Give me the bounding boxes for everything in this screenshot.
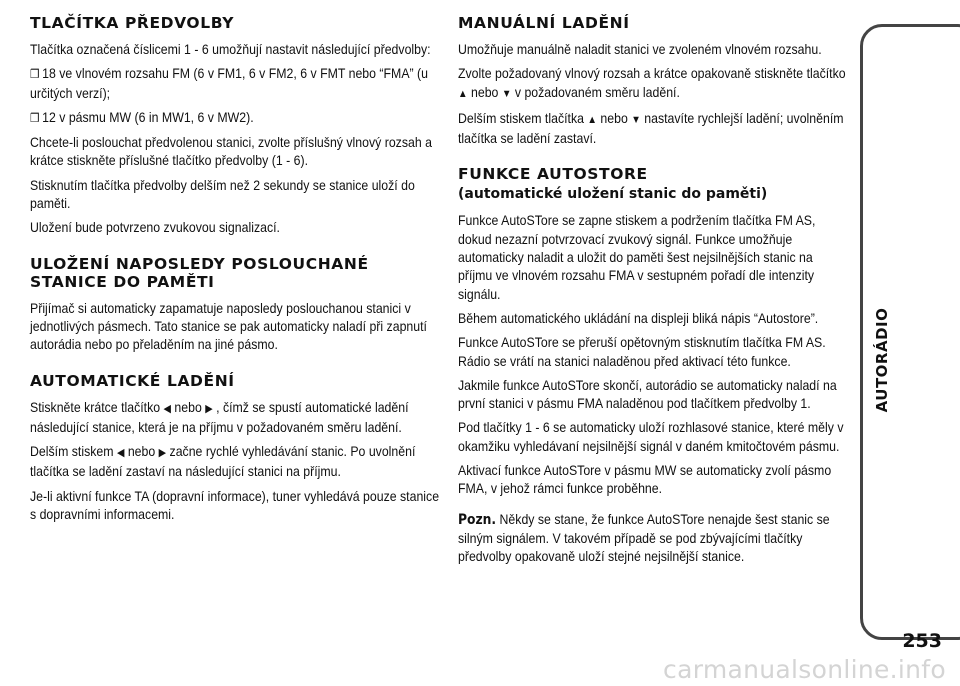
paragraph: Přijímač si automaticky zapamatuje naposledy poslouchanou stanici v jednotlivých pásmech. Tato stanice se pak automaticky naladí při zapnutí autorádia nebo po přeladěním na jiné pásmo. xyxy=(30,299,427,353)
triangle-down-icon: ▼ xyxy=(501,87,512,100)
paragraph: Aktivací funkce AutoSTore v pásmu MW se automaticky zvolí pásmo FMA, v jehož rámci funkce proběhne. xyxy=(458,462,832,497)
paragraph: Je-li aktivní funkce TA (dopravní informace), tuner vyhledává pouze stanice s dopravními informacemi. xyxy=(30,487,440,523)
bullet-item: ❒ 12 v pásmu MW (6 in MW1, 6 v MW2). xyxy=(30,108,254,125)
paragraph: Funkce AutoSTore se zapne stiskem a podržením tlačítka FM AS, dokud nezazní potvrzovací zvukový signál. Funkce umožňuje automaticky naladit a uložit do paměti šest nejsilnějších stanic na příjmu ve vlnovém rozsahu FMA v sestupném pořadí dle intenzity signálu. xyxy=(458,212,816,302)
paragraph: Tlačítka označená číslicemi 1 - 6 umožňují nastavit následující předvolby: xyxy=(30,41,431,57)
paragraph: Delším stiskem ◀ nebo ▶ začne rychlé vyhledávání stanic. Po uvolnění tlačítka se ladění zastaví na následující stanici na příjmu. xyxy=(30,443,416,480)
section-title-preset-buttons: TLAČÍTKA PŘEDVOLBY xyxy=(30,14,235,32)
paragraph: Chcete-li poslouchat předvolenou stanici, zvolte příslušný vlnový rozsah a krátce stiskněte příslušné tlačítko předvolby (1 - 6). xyxy=(30,134,432,169)
triangle-right-icon: ▶ xyxy=(205,402,213,415)
paragraph: Stiskněte krátce tlačítko ◀ nebo ▶ , čímž se spustí automatické ladění následující stanice, která je na příjmu v požadovaném směru ladění. xyxy=(30,398,409,435)
watermark: carmanualsonline.info xyxy=(663,655,946,684)
paragraph: Jakmile funkce AutoSTore skončí, autorádio se automaticky naladí na první stanici v pásmu FMA naladěnou pod tlačítkem předvolby 1. xyxy=(458,376,837,412)
right-column xyxy=(458,14,850,572)
left-column xyxy=(30,14,442,529)
triangle-left-icon: ◀ xyxy=(163,402,171,415)
section-tab-label: AUTORÁDIO xyxy=(873,307,891,413)
note-label: Pozn. xyxy=(458,511,497,528)
triangle-up-icon: ▲ xyxy=(458,87,468,100)
page-number: 253 xyxy=(902,630,942,652)
section-subtitle-autostore: (automatické uložení stanic do paměti) xyxy=(458,186,768,203)
paragraph: Uložení bude potvrzeno zvukovou signalizací. xyxy=(30,219,280,236)
section-title-last-station: ULOŽENÍ NAPOSLEDY POSLOUCHANÉ STANICE DO PAMĚTI xyxy=(30,254,369,291)
triangle-down-icon: ▼ xyxy=(631,113,641,126)
bullet-item: ❒ 18 ve vlnovém rozsahu FM (6 v FM1, 6 v FM2, 6 v FMT nebo “FMA” (u určitých verzí); xyxy=(30,65,429,101)
note-paragraph: Pozn. Někdy se stane, že funkce AutoSTore nenajde šest stanic se silným signálem. V takovém případě se pod zbývajícími tlačítky předvolby opakovaně uloží stejné nejsilnější stanice. xyxy=(458,510,830,565)
paragraph: Delším stiskem tlačítka ▲ nebo ▼ nastavíte rychlejší ladění; uvolněním tlačítka se ladění zastaví. xyxy=(458,109,844,147)
triangle-right-icon: ▶ xyxy=(158,447,167,460)
paragraph: Umožňuje manuálně naladit stanici ve zvoleném vlnovém rozsahu. xyxy=(458,41,822,57)
section-title-auto-tuning: AUTOMATICKÉ LADĚNÍ xyxy=(30,371,235,390)
section-title-manual-tuning: MANUÁLNÍ LADĚNÍ xyxy=(458,14,630,32)
paragraph: Pod tlačítky 1 - 6 se automaticky uloží rozhlasové stanice, které měly v okamžiku vyhledávaní nejsilnější signál v daném kmitočtovém pásmu. xyxy=(458,419,844,454)
paragraph: Zvolte požadovaný vlnový rozsah a krátce opakovaně stiskněte tlačítko ▲ nebo ▼ v požadovaném směru ladění. xyxy=(458,65,846,100)
paragraph: Během automatického ukládání na displeji bliká nápis “Autostore”. xyxy=(458,309,819,326)
triangle-left-icon: ◀ xyxy=(116,447,125,460)
paragraph: Stisknutím tlačítka předvolby delším než 2 sekundy se stanice uloží do paměti. xyxy=(30,176,415,212)
checkbox-bullet-icon: ❒ xyxy=(30,110,40,125)
paragraph: Funkce AutoSTore se přeruší opětovným stisknutím tlačítka FM AS. Rádio se vrátí na stanici naladěnou před aktivací této funkce. xyxy=(458,334,826,369)
checkbox-bullet-icon: ❒ xyxy=(30,67,40,82)
triangle-up-icon: ▲ xyxy=(587,113,597,126)
section-title-autostore: FUNKCE AUTOSTORE xyxy=(458,165,648,184)
